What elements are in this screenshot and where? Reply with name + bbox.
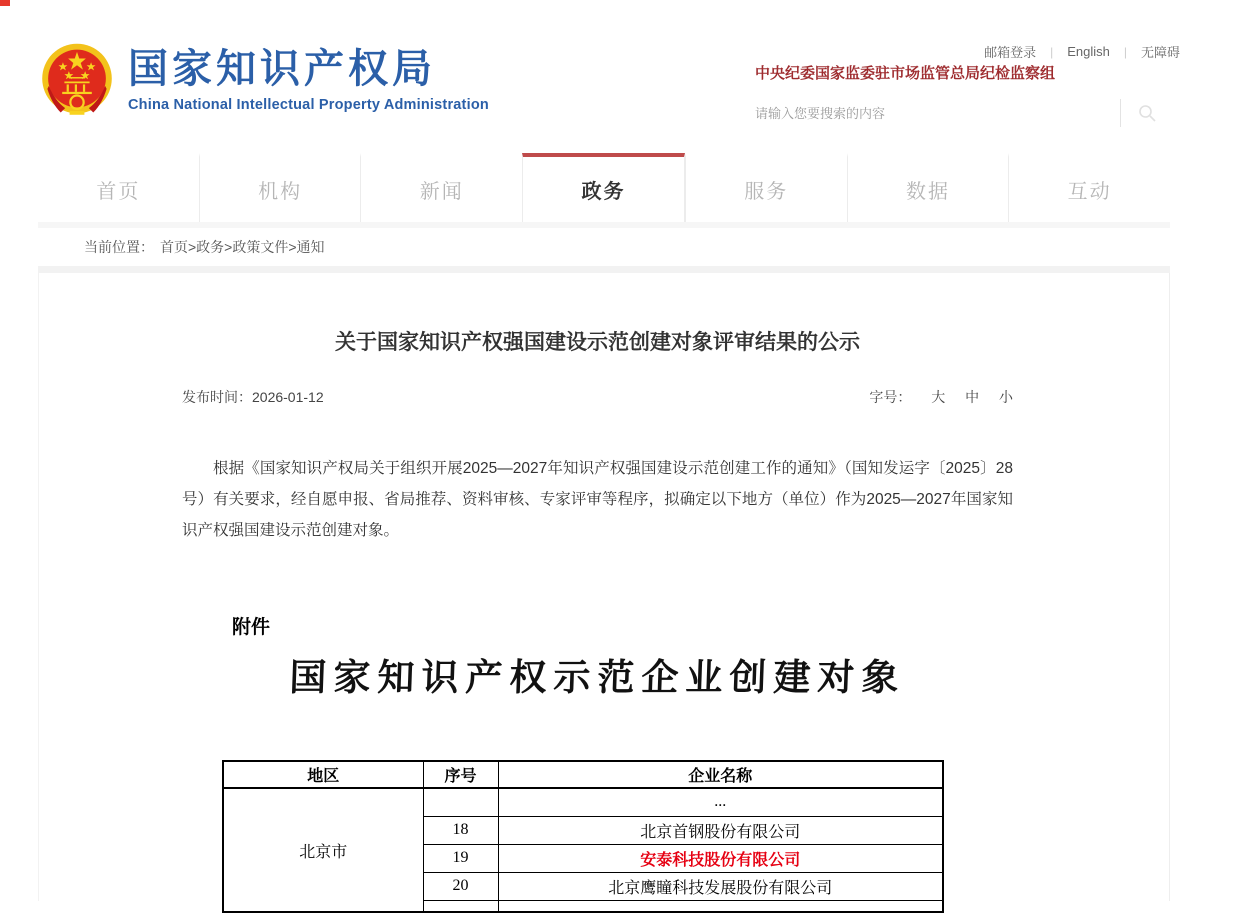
nav-tab-government-affairs[interactable]: 政务: [522, 153, 685, 222]
fontsize-medium-button[interactable]: 中: [965, 389, 980, 405]
number-cell: [423, 788, 498, 816]
article-title: 关于国家知识产权强国建设示范创建对象评审结果的公示: [335, 331, 860, 354]
divider: |: [1123, 44, 1127, 59]
nav-tab-services[interactable]: 服务: [685, 153, 847, 222]
search-icon[interactable]: [1137, 103, 1157, 123]
discipline-inspection-link[interactable]: 中央纪委国家监委驻市场监管总局纪检监察组: [755, 65, 1056, 82]
divider: |: [1050, 44, 1054, 59]
number-cell: 19: [423, 844, 498, 872]
enterprise-name-cell: [498, 900, 943, 912]
search-divider: [1120, 99, 1121, 127]
table-row: [223, 788, 943, 816]
number-cell: 18: [423, 816, 498, 844]
article-body: 根据《国家知识产权局关于组织开展2025—2027年知识产权强国建设示范创建工作的通知》（国知发运字〔2025〕28号）有关要求，经自愿申报、省局推荐、资料审核、专家评审等程序，拟确定以下地方（单位）作为2025—2027年国家知识产权强国建设示范创建对象。: [182, 460, 1013, 539]
publish-date: [182, 387, 324, 407]
breadcrumb-bar: [38, 222, 1170, 273]
enterprise-name-cell: 北京鹰瞳科技发展股份有限公司: [498, 872, 943, 900]
nav-tab-data[interactable]: 数据: [847, 153, 1009, 222]
mail-login-link[interactable]: 邮箱登录: [984, 45, 1037, 60]
fontsize-large-button[interactable]: 大: [931, 389, 946, 405]
accessibility-link[interactable]: 无障碍: [1140, 45, 1180, 60]
breadcrumb: [38, 228, 1170, 266]
english-link[interactable]: English: [1067, 44, 1110, 59]
fontsize-small-button[interactable]: 小: [999, 389, 1013, 405]
enterprise-table: [222, 760, 944, 913]
divider: [38, 266, 1170, 273]
site-title: 国家知识产权局: [128, 47, 436, 91]
ellipsis-cell: ...: [498, 788, 943, 816]
fontsize-label: 字号：: [869, 389, 912, 405]
article-meta: [182, 387, 1013, 407]
search-input[interactable]: [755, 98, 1115, 128]
article-card: [38, 273, 1170, 901]
column-header-number: 序号: [423, 761, 498, 788]
page-corner-artifact: [0, 0, 10, 6]
nav-tab-news[interactable]: 新闻: [360, 153, 522, 222]
publish-date-label: 发布时间：: [182, 389, 252, 405]
breadcrumb-label: 当前位置：: [84, 239, 154, 255]
site-logo[interactable]: [128, 47, 489, 113]
number-cell: 20: [423, 872, 498, 900]
column-header-region: 地区: [223, 761, 423, 788]
national-emblem-icon: [40, 40, 114, 120]
search-box: [755, 98, 1170, 128]
utility-links: [940, 42, 1180, 61]
nav-tab-interaction[interactable]: 互动: [1008, 153, 1170, 222]
table-header-row: [223, 761, 943, 788]
enterprise-name-cell: 北京首钢股份有限公司: [498, 816, 943, 844]
site-subtitle: China National Intellectual Property Administration: [128, 97, 489, 113]
publish-date-value: 2026-01-12: [252, 389, 324, 405]
breadcrumb-path[interactable]: 首页>政务>政策文件>通知: [160, 239, 325, 255]
region-cell: 北京市: [223, 788, 423, 912]
attachment-title: 国家知识产权示范企业创建对象: [288, 655, 907, 699]
article: [182, 330, 1013, 913]
enterprise-name-cell-highlighted: 安泰科技股份有限公司: [498, 844, 943, 872]
main-nav: [38, 153, 1170, 222]
number-cell: [423, 900, 498, 912]
fontsize-control: [869, 387, 1013, 407]
attachment-label: 附件: [232, 617, 271, 638]
nav-tab-home[interactable]: 首页: [96, 181, 141, 203]
column-header-enterprise: 企业名称: [498, 761, 943, 788]
nav-tab-organization[interactable]: 机构: [199, 153, 361, 222]
